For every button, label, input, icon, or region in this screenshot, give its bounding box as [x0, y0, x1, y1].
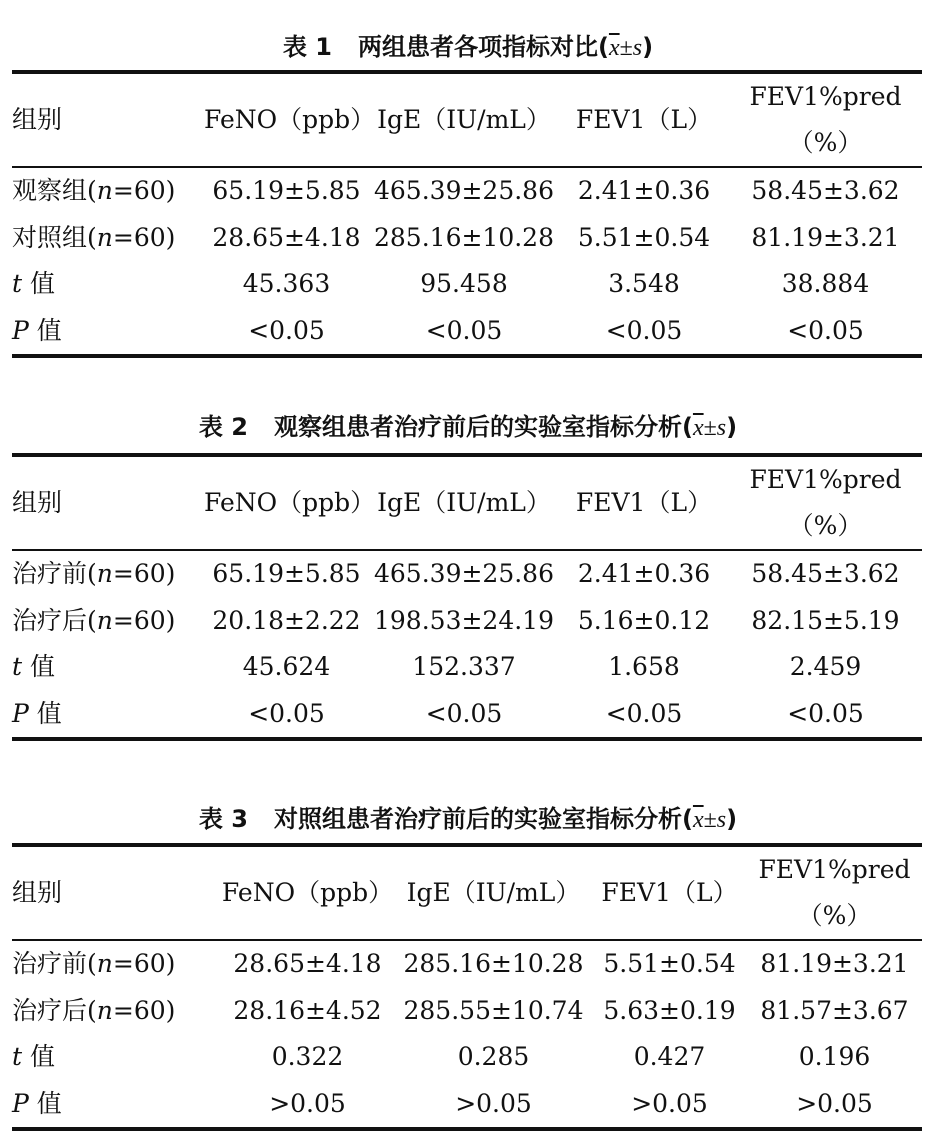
- table-3-title: 表 3 对照组患者治疗前后的实验室指标分析$(\overline{x}\pm s)$: [198, 805, 738, 833]
- cell-value: 45.624: [242, 652, 331, 681]
- cell-value: <0.05: [605, 698, 683, 728]
- cell-value: 58.45±3.62: [751, 559, 900, 588]
- cell-value: 0.196: [798, 1042, 871, 1071]
- cell-value: 28.65±4.18: [212, 222, 361, 252]
- cell-value: 152.337: [412, 652, 516, 681]
- cell-value: 3.548: [608, 269, 680, 298]
- row-label: P 值: [12, 315, 62, 345]
- mean-symbol: $\overline{x}$: [692, 807, 704, 833]
- column-header-ige: IgE（IU/mL）: [377, 488, 551, 517]
- cell-value: 5.51±0.54: [577, 222, 711, 252]
- cell-value: 0.427: [633, 1042, 706, 1071]
- cell-value: 5.63±0.19: [603, 995, 736, 1025]
- column-header-group: 组别: [12, 488, 63, 517]
- column-header-group: 组别: [12, 105, 63, 134]
- cell-value: >0.05: [631, 1088, 708, 1118]
- column-header-feno: FeNO（ppb）: [204, 488, 376, 517]
- table-row: [12, 1081, 922, 1130]
- cell-value: 285.16±10.28: [374, 222, 554, 252]
- table-row: [12, 1034, 922, 1081]
- table-row: [12, 167, 922, 215]
- row-label: t 值: [12, 1042, 55, 1071]
- cell-value: 81.19±3.21: [751, 222, 900, 252]
- row-label: 观察组(n=60): [12, 176, 176, 205]
- table-row: [12, 215, 922, 262]
- cell-value: 82.15±5.19: [751, 605, 900, 635]
- plus-minus-symbol: ±: [703, 415, 717, 441]
- table-1-title: 表 1 两组患者各项指标对比$(\overline{x}\pm s)$: [282, 33, 654, 61]
- row-label: 治疗后(n=60): [12, 605, 176, 635]
- plus-minus-symbol: ±: [619, 35, 633, 61]
- cell-value: 0.322: [271, 1042, 344, 1071]
- cell-value: >0.05: [796, 1088, 873, 1118]
- cell-value: <0.05: [425, 315, 503, 345]
- cell-value: 285.55±10.74: [403, 995, 584, 1025]
- row-label: t 值: [12, 269, 55, 298]
- column-header-fev1: FEV1（L）: [601, 878, 738, 907]
- cell-value: <0.05: [605, 315, 683, 345]
- column-header-group: 组别: [12, 878, 63, 907]
- column-header-feno: FeNO（ppb）: [221, 878, 394, 907]
- table-row: [12, 644, 922, 691]
- sd-symbol: s: [716, 415, 727, 441]
- column-header-fev1-pred: FEV1%pred （%）: [758, 855, 911, 930]
- table-2: [12, 453, 922, 741]
- cell-value: <0.05: [425, 698, 503, 728]
- cell-value: 81.57±3.67: [760, 995, 909, 1025]
- table-3: [12, 843, 922, 1131]
- table-row: [12, 308, 922, 357]
- cell-value: <0.05: [248, 698, 325, 728]
- plus-minus-symbol: ±: [703, 807, 717, 833]
- cell-value: 2.41±0.36: [577, 559, 711, 588]
- cell-value: 198.53±24.19: [374, 605, 554, 635]
- cell-value: 1.658: [608, 652, 680, 681]
- table-caption: 对照组患者治疗前后的实验室指标分析: [273, 805, 682, 833]
- table-row: [12, 691, 922, 740]
- column-header-ige: IgE（IU/mL）: [406, 878, 581, 907]
- table-row: [12, 261, 922, 308]
- table-header-row: [12, 845, 922, 940]
- cell-value: 465.39±25.86: [374, 559, 554, 588]
- row-label: 治疗前(n=60): [12, 949, 176, 978]
- row-label: 治疗前(n=60): [12, 559, 176, 588]
- column-header-fev1: FEV1（L）: [575, 488, 713, 517]
- cell-value: 38.884: [781, 269, 870, 298]
- table-label: 表 2: [198, 413, 248, 441]
- table-row: [12, 988, 922, 1035]
- table-header-row: [12, 72, 922, 167]
- cell-value: 20.18±2.22: [212, 605, 361, 635]
- cell-value: <0.05: [787, 698, 864, 728]
- cell-value: <0.05: [787, 315, 864, 345]
- cell-value: >0.05: [269, 1088, 346, 1118]
- cell-value: 5.16±0.12: [577, 605, 711, 635]
- table-1: [12, 70, 922, 358]
- cell-value: 285.16±10.28: [403, 949, 584, 978]
- row-label: t 值: [12, 652, 55, 681]
- cell-value: 95.458: [420, 269, 508, 298]
- sd-symbol: s: [632, 35, 643, 61]
- table-label: 表 1: [282, 33, 332, 61]
- row-label: P 值: [12, 698, 62, 728]
- cell-value: 2.459: [789, 652, 862, 681]
- row-label: P 值: [12, 1088, 62, 1118]
- mean-symbol: $\overline{x}$: [692, 415, 704, 441]
- cell-value: 45.363: [242, 269, 331, 298]
- cell-value: 65.19±5.85: [212, 176, 361, 205]
- sd-symbol: s: [716, 807, 727, 833]
- cell-value: 465.39±25.86: [374, 176, 554, 205]
- table-row: [12, 598, 922, 645]
- cell-value: 58.45±3.62: [751, 176, 900, 205]
- column-header-fev1-pred: FEV1%pred （%）: [749, 82, 902, 157]
- row-label: 对照组(n=60): [12, 222, 176, 252]
- table-row: [12, 940, 922, 988]
- cell-value: 5.51±0.54: [603, 949, 736, 978]
- cell-value: 0.285: [457, 1042, 530, 1071]
- column-header-ige: IgE（IU/mL）: [377, 105, 551, 134]
- cell-value: 28.16±4.52: [233, 995, 382, 1025]
- cell-value: 28.65±4.18: [233, 949, 382, 978]
- table-header-row: [12, 455, 922, 550]
- table-caption: 观察组患者治疗前后的实验室指标分析: [273, 413, 682, 441]
- mean-symbol: $\overline{x}$: [608, 35, 620, 61]
- row-label: 治疗后(n=60): [12, 995, 176, 1025]
- cell-value: 65.19±5.85: [212, 559, 361, 588]
- table-caption: 两组患者各项指标对比: [357, 33, 598, 61]
- column-header-fev1-pred: FEV1%pred （%）: [749, 465, 902, 540]
- table-row: [12, 550, 922, 598]
- column-header-feno: FeNO（ppb）: [204, 105, 376, 134]
- cell-value: 2.41±0.36: [577, 176, 711, 205]
- cell-value: >0.05: [455, 1088, 532, 1118]
- cell-value: <0.05: [248, 315, 325, 345]
- table-2-title: 表 2 观察组患者治疗前后的实验室指标分析$(\overline{x}\pm s)$: [198, 413, 738, 441]
- cell-value: 81.19±3.21: [760, 949, 909, 978]
- table-label: 表 3: [198, 805, 248, 833]
- column-header-fev1: FEV1（L）: [575, 105, 713, 134]
